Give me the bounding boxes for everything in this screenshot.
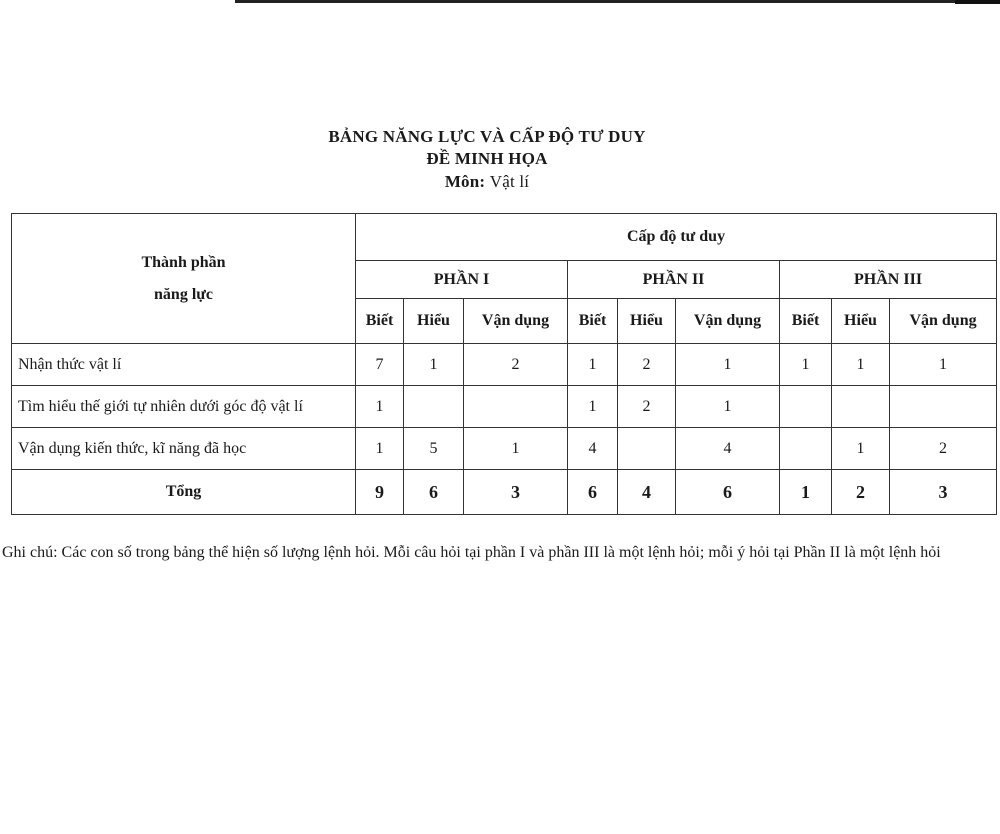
table-cell <box>890 386 997 428</box>
level-header: Hiểu <box>404 299 464 344</box>
table-cell: 5 <box>404 428 464 470</box>
table-row <box>12 344 997 386</box>
thinking-level-header: Cấp độ tư duy <box>356 214 997 261</box>
total-cell: 9 <box>356 470 404 515</box>
table-cell: 1 <box>832 344 890 386</box>
table-cell <box>464 386 568 428</box>
total-row <box>12 470 997 515</box>
scan-edge-line <box>235 0 1000 3</box>
level-header: Vận dụng <box>464 299 568 344</box>
row-label: Vận dụng kiến thức, kĩ năng đã học <box>12 428 356 470</box>
competency-table <box>11 213 997 515</box>
table-cell: 2 <box>464 344 568 386</box>
total-cell: 3 <box>890 470 997 515</box>
total-cell: 6 <box>568 470 618 515</box>
footnote: Ghi chú: Các con số trong bảng thể hiện số lượng lệnh hỏi. Mỗi câu hỏi tại phần I và phần III là một lệnh hỏi; mỗi ý hỏi tại Phần II là một lệnh hỏi <box>2 544 941 561</box>
row-label: Nhận thức vật lí <box>12 344 356 386</box>
table-row <box>12 386 997 428</box>
table-cell: 1 <box>676 386 780 428</box>
table-cell: 1 <box>568 344 618 386</box>
table-cell <box>780 428 832 470</box>
component-header <box>12 214 356 344</box>
part-header-2: PHẦN II <box>568 261 780 299</box>
level-header: Biết <box>356 299 404 344</box>
table-cell: 1 <box>356 428 404 470</box>
table-cell <box>780 386 832 428</box>
table-cell: 4 <box>568 428 618 470</box>
document-subtitle: ĐỀ MINH HỌA <box>426 149 548 168</box>
total-cell: 6 <box>404 470 464 515</box>
table-cell <box>618 428 676 470</box>
total-cell: 6 <box>676 470 780 515</box>
table-cell <box>404 386 464 428</box>
component-header-line-1: Thành phần <box>141 253 226 271</box>
table-cell: 1 <box>832 428 890 470</box>
table-cell: 4 <box>676 428 780 470</box>
row-label: Tìm hiểu thế giới tự nhiên dưới góc độ vật lí <box>12 386 356 428</box>
level-header: Vận dụng <box>676 299 780 344</box>
table-cell: 1 <box>676 344 780 386</box>
total-cell: 1 <box>780 470 832 515</box>
level-header: Biết <box>780 299 832 344</box>
table-cell <box>832 386 890 428</box>
table-cell: 1 <box>404 344 464 386</box>
subject-value: Vật lí <box>489 172 530 191</box>
total-cell: 3 <box>464 470 568 515</box>
table-cell: 7 <box>356 344 404 386</box>
part-header-1: PHẦN I <box>356 261 568 299</box>
table-cell: 1 <box>780 344 832 386</box>
table-cell: 1 <box>464 428 568 470</box>
table-cell: 2 <box>618 386 676 428</box>
total-label: Tổng <box>12 470 356 515</box>
level-header: Hiểu <box>618 299 676 344</box>
table-row <box>12 428 997 470</box>
table-cell: 1 <box>356 386 404 428</box>
scan-edge-corner <box>955 0 1000 4</box>
subject-label: Môn: <box>444 172 486 191</box>
table-cell: 1 <box>568 386 618 428</box>
level-header: Biết <box>568 299 618 344</box>
table-cell: 1 <box>890 344 997 386</box>
subject-line <box>0 172 987 192</box>
total-cell: 4 <box>618 470 676 515</box>
table-cell: 2 <box>890 428 997 470</box>
level-header: Hiểu <box>832 299 890 344</box>
part-header-3: PHẦN III <box>780 261 997 299</box>
document-title: BẢNG NĂNG LỰC VÀ CẤP ĐỘ TƯ DUY <box>328 127 646 146</box>
level-header: Vận dụng <box>890 299 997 344</box>
total-cell: 2 <box>832 470 890 515</box>
component-header-line-2: năng lực <box>154 285 213 303</box>
table-cell: 2 <box>618 344 676 386</box>
